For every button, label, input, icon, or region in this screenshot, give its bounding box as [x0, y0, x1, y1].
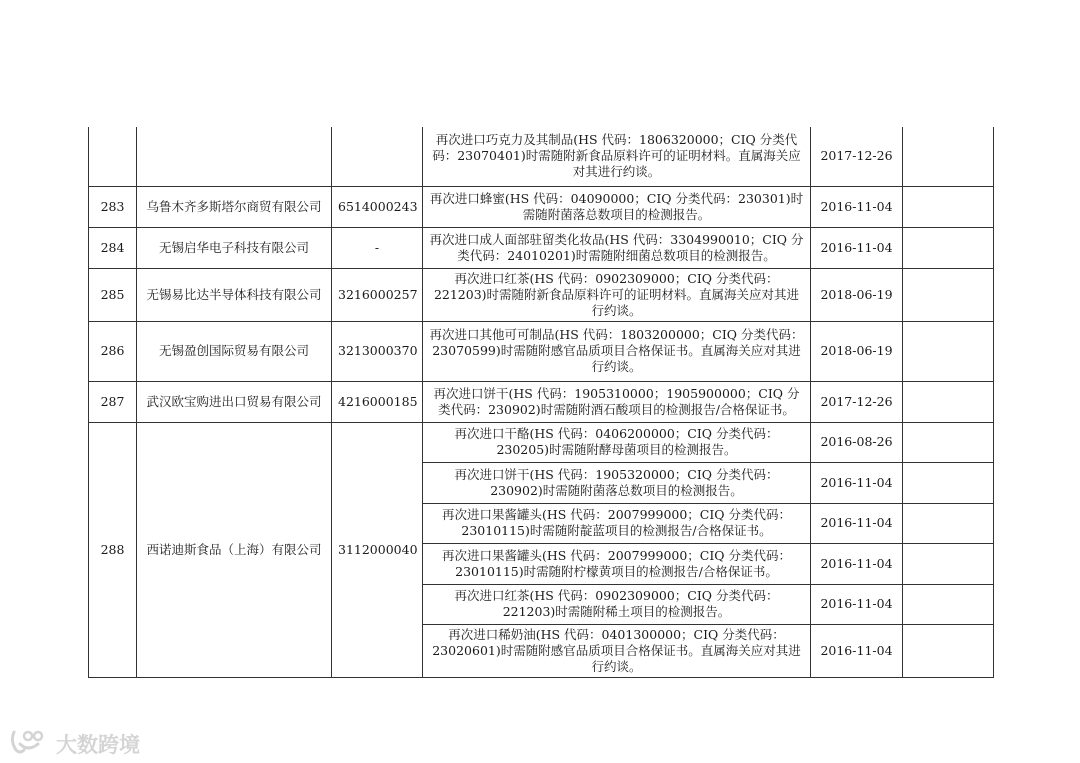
effective-date: 2016-11-04 [811, 462, 903, 503]
company-name: 无锡启华电子科技有限公司 [137, 227, 332, 268]
company-code: - [332, 227, 423, 268]
effective-date: 2018-06-19 [811, 321, 903, 381]
remarks-cell [903, 227, 994, 268]
effective-date: 2016-11-04 [811, 503, 903, 543]
remarks-cell [903, 422, 994, 462]
brand-logo-icon [8, 726, 50, 761]
row-number [89, 127, 137, 186]
requirement-text: 再次进口果酱罐头(HS 代码：2007999000；CIQ 分类代码：23010115)时需随附柠檬黄项目的检测报告/合格保证书。 [423, 543, 811, 584]
remarks-cell [903, 268, 994, 321]
company-code: 3213000370 [332, 321, 423, 381]
requirement-text: 再次进口果酱罐头(HS 代码：2007999000；CIQ 分类代码：23010115)时需随附靛蓝项目的检测报告/合格保证书。 [423, 503, 811, 543]
company-name: 无锡易比达半导体科技有限公司 [137, 268, 332, 321]
table-row [89, 321, 994, 381]
row-number: 287 [89, 381, 137, 422]
requirement-text: 再次进口巧克力及其制品(HS 代码：1806320000；CIQ 分类代码：23070401)时需随附新食品原料许可的证明材料。直属海关应对其进行约谈。 [423, 127, 811, 186]
table-row [89, 422, 994, 462]
table-row [89, 186, 994, 227]
effective-date: 2018-06-19 [811, 268, 903, 321]
table-row [89, 381, 994, 422]
effective-date: 2017-12-26 [811, 381, 903, 422]
row-number: 288 [89, 422, 137, 677]
document-table-container [88, 127, 993, 678]
effective-date: 2016-11-04 [811, 186, 903, 227]
table-row [89, 268, 994, 321]
watermark [8, 726, 140, 761]
row-number: 286 [89, 321, 137, 381]
requirement-text: 再次进口成人面部驻留类化妆品(HS 代码：3304990010；CIQ 分类代码：24010201)时需随附细菌总数项目的检测报告。 [423, 227, 811, 268]
enterprise-list-table [88, 127, 994, 678]
remarks-cell [903, 462, 994, 503]
table-row [89, 127, 994, 186]
remarks-cell [903, 186, 994, 227]
requirement-text: 再次进口稀奶油(HS 代码：0401300000；CIQ 分类代码：23020601)时需随附感官品质项目合格保证书。直属海关应对其进行约谈。 [423, 624, 811, 677]
watermark-text: 大数跨境 [56, 732, 140, 757]
table-row [89, 227, 994, 268]
company-code: 3112000040 [332, 422, 423, 677]
effective-date: 2017-12-26 [811, 127, 903, 186]
effective-date: 2016-11-04 [811, 584, 903, 624]
row-number: 285 [89, 268, 137, 321]
company-name: 武汉欧宝购进出口贸易有限公司 [137, 381, 332, 422]
remarks-cell [903, 381, 994, 422]
company-name [137, 127, 332, 186]
company-code: 4216000185 [332, 381, 423, 422]
company-code: 3216000257 [332, 268, 423, 321]
requirement-text: 再次进口蜂蜜(HS 代码：04090000；CIQ 分类代码：230301)时需随附菌落总数项目的检测报告。 [423, 186, 811, 227]
requirement-text: 再次进口红茶(HS 代码：0902309000；CIQ 分类代码：221203)时需随附新食品原料许可的证明材料。直属海关应对其进行约谈。 [423, 268, 811, 321]
remarks-cell [903, 584, 994, 624]
requirement-text: 再次进口干酪(HS 代码：0406200000；CIQ 分类代码：230205)时需随附酵母菌项目的检测报告。 [423, 422, 811, 462]
company-name: 乌鲁木齐多斯塔尔商贸有限公司 [137, 186, 332, 227]
company-code [332, 127, 423, 186]
requirement-text: 再次进口红茶(HS 代码：0902309000；CIQ 分类代码：221203)时需随附稀土项目的检测报告。 [423, 584, 811, 624]
company-name: 西诺迪斯食品（上海）有限公司 [137, 422, 332, 677]
remarks-cell [903, 503, 994, 543]
remarks-cell [903, 321, 994, 381]
remarks-cell [903, 624, 994, 677]
effective-date: 2016-08-26 [811, 422, 903, 462]
requirement-text: 再次进口饼干(HS 代码：1905310000；1905900000；CIQ 分类代码：230902)时需随附酒石酸项目的检测报告/合格保证书。 [423, 381, 811, 422]
requirement-text: 再次进口其他可可制品(HS 代码：1803200000；CIQ 分类代码：23070599)时需随附感官品质项目合格保证书。直属海关应对其进行约谈。 [423, 321, 811, 381]
row-number: 284 [89, 227, 137, 268]
remarks-cell [903, 127, 994, 186]
effective-date: 2016-11-04 [811, 624, 903, 677]
row-number: 283 [89, 186, 137, 227]
requirement-text: 再次进口饼干(HS 代码：1905320000；CIQ 分类代码：230902)时需随附菌落总数项目的检测报告。 [423, 462, 811, 503]
effective-date: 2016-11-04 [811, 543, 903, 584]
effective-date: 2016-11-04 [811, 227, 903, 268]
company-code: 6514000243 [332, 186, 423, 227]
company-name: 无锡盈创国际贸易有限公司 [137, 321, 332, 381]
remarks-cell [903, 543, 994, 584]
